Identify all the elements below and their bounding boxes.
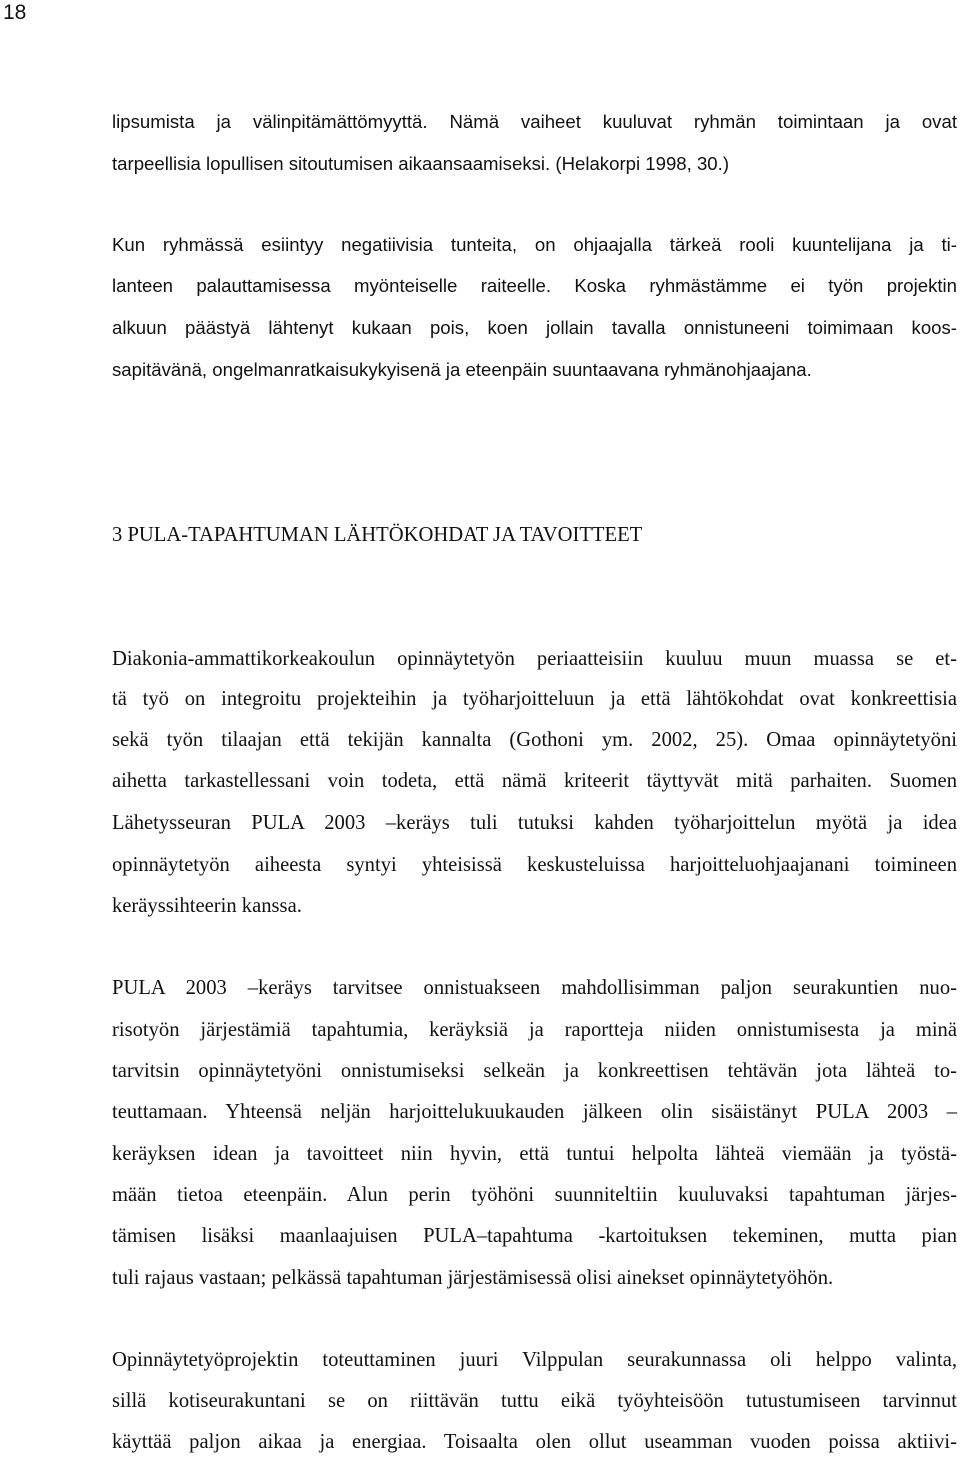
paragraph-3-line-6: opinnäytetyön aiheesta syntyi yhteisissä keskusteluissa harjoitteluohjaajanani toimineen [112,854,957,876]
paragraph-5-line-3: käyttää paljon aikaa ja energiaa. Toisaalta olen ollut useamman vuoden poissa aktiivi- [112,1431,957,1453]
paragraph-2-line-1: Kun ryhmässä esiintyy negatiivisia tunteita, on ohjaajalla tärkeä rooli kuuntelijana ja ti- [112,234,957,255]
paragraph-4-line-5: keräyksen idean ja tavoitteet niin hyvin, että tuntui helpolta lähteä viemään ja työstä- [112,1143,957,1165]
paragraph-2-line-2: lanteen palauttamisessa myönteiselle raiteelle. Koska ryhmästämme ei työn projektin [112,275,957,296]
paragraph-5-line-2: sillä kotiseurakuntani se on riittävän tuttu eikä työyhteisöön tutustumiseen tarvinnut [112,1390,957,1412]
section-heading: 3 PULA-TAPAHTUMAN LÄHTÖKOHDAT JA TAVOITTEET [112,524,643,546]
paragraph-4-line-2: risotyön järjestämiä tapahtumia, keräyksiä ja raportteja niiden onnistumisesta ja minä [112,1019,957,1041]
paragraph-4-line-3: tarvitsin opinnäytetyöni onnistumiseksi selkeän ja konkreettisen tehtävän jota lähteä to- [112,1060,957,1082]
paragraph-3-line-5: Lähetysseuran PULA 2003 –keräys tuli tutuksi kahden työharjoittelun myötä ja idea [112,812,957,834]
paragraph-1-line-2: tarpeellisia lopullisen sitoutumisen aikaansaamiseksi. (Helakorpi 1998, 30.) [112,153,730,174]
paragraph-1-line-1: lipsumista ja välinpitämättömyyttä. Nämä vaiheet kuuluvat ryhmän toimintaan ja ovat [112,111,957,132]
paragraph-2-line-3: alkuun päästyä lähtenyt kukaan pois, koen jollain tavalla onnistuneeni toimimaan koos- [112,317,957,338]
page-number: 18 [3,1,27,24]
paragraph-2-line-4: sapitävänä, ongelmanratkaisukykyisenä ja eteenpäin suuntaavana ryhmänohjaajana. [112,359,812,380]
paragraph-3-line-4: aihetta tarkastellessani voin todeta, että nämä kriteerit täyttyvät mitä parhaiten. Suomen [112,770,957,792]
paragraph-4-line-1: PULA 2003 –keräys tarvitsee onnistuakseen mahdollisimman paljon seurakuntien nuo- [112,977,957,999]
paragraph-3-line-2: tä työ on integroitu projekteihin ja työharjoitteluun ja että lähtökohdat ovat konkreettisia [112,688,957,710]
paragraph-3-line-3: sekä työn tilaajan että tekijän kannalta (Gothoni ym. 2002, 25). Omaa opinnäytetyöni [112,729,957,751]
paragraph-4-line-4: teuttamaan. Yhteensä neljän harjoittelukuukauden jälkeen olin sisäistänyt PULA 2003 – [112,1101,957,1123]
paragraph-3-line-1: Diakonia-ammattikorkeakoulun opinnäytetyön periaatteisiin kuuluu muun muassa se et- [112,648,957,670]
paragraph-4-line-6: mään tietoa eteenpäin. Alun perin työhöni suunniteltiin kuuluvaksi tapahtuman järjes- [112,1184,957,1206]
paragraph-4-line-7: tämisen lisäksi maanlaajuisen PULA–tapahtuma -kartoituksen tekeminen, mutta pian [112,1225,957,1247]
paragraph-4-line-8: tuli rajaus vastaan; pelkässä tapahtuman järjestämisessä olisi ainekset opinnäytetyöhön. [112,1267,834,1289]
paragraph-5-line-1: Opinnäytetyöprojektin toteuttaminen juuri Vilppulan seurakunnassa oli helppo valinta, [112,1349,957,1371]
paragraph-3-line-7: keräyssihteerin kanssa. [112,895,302,917]
